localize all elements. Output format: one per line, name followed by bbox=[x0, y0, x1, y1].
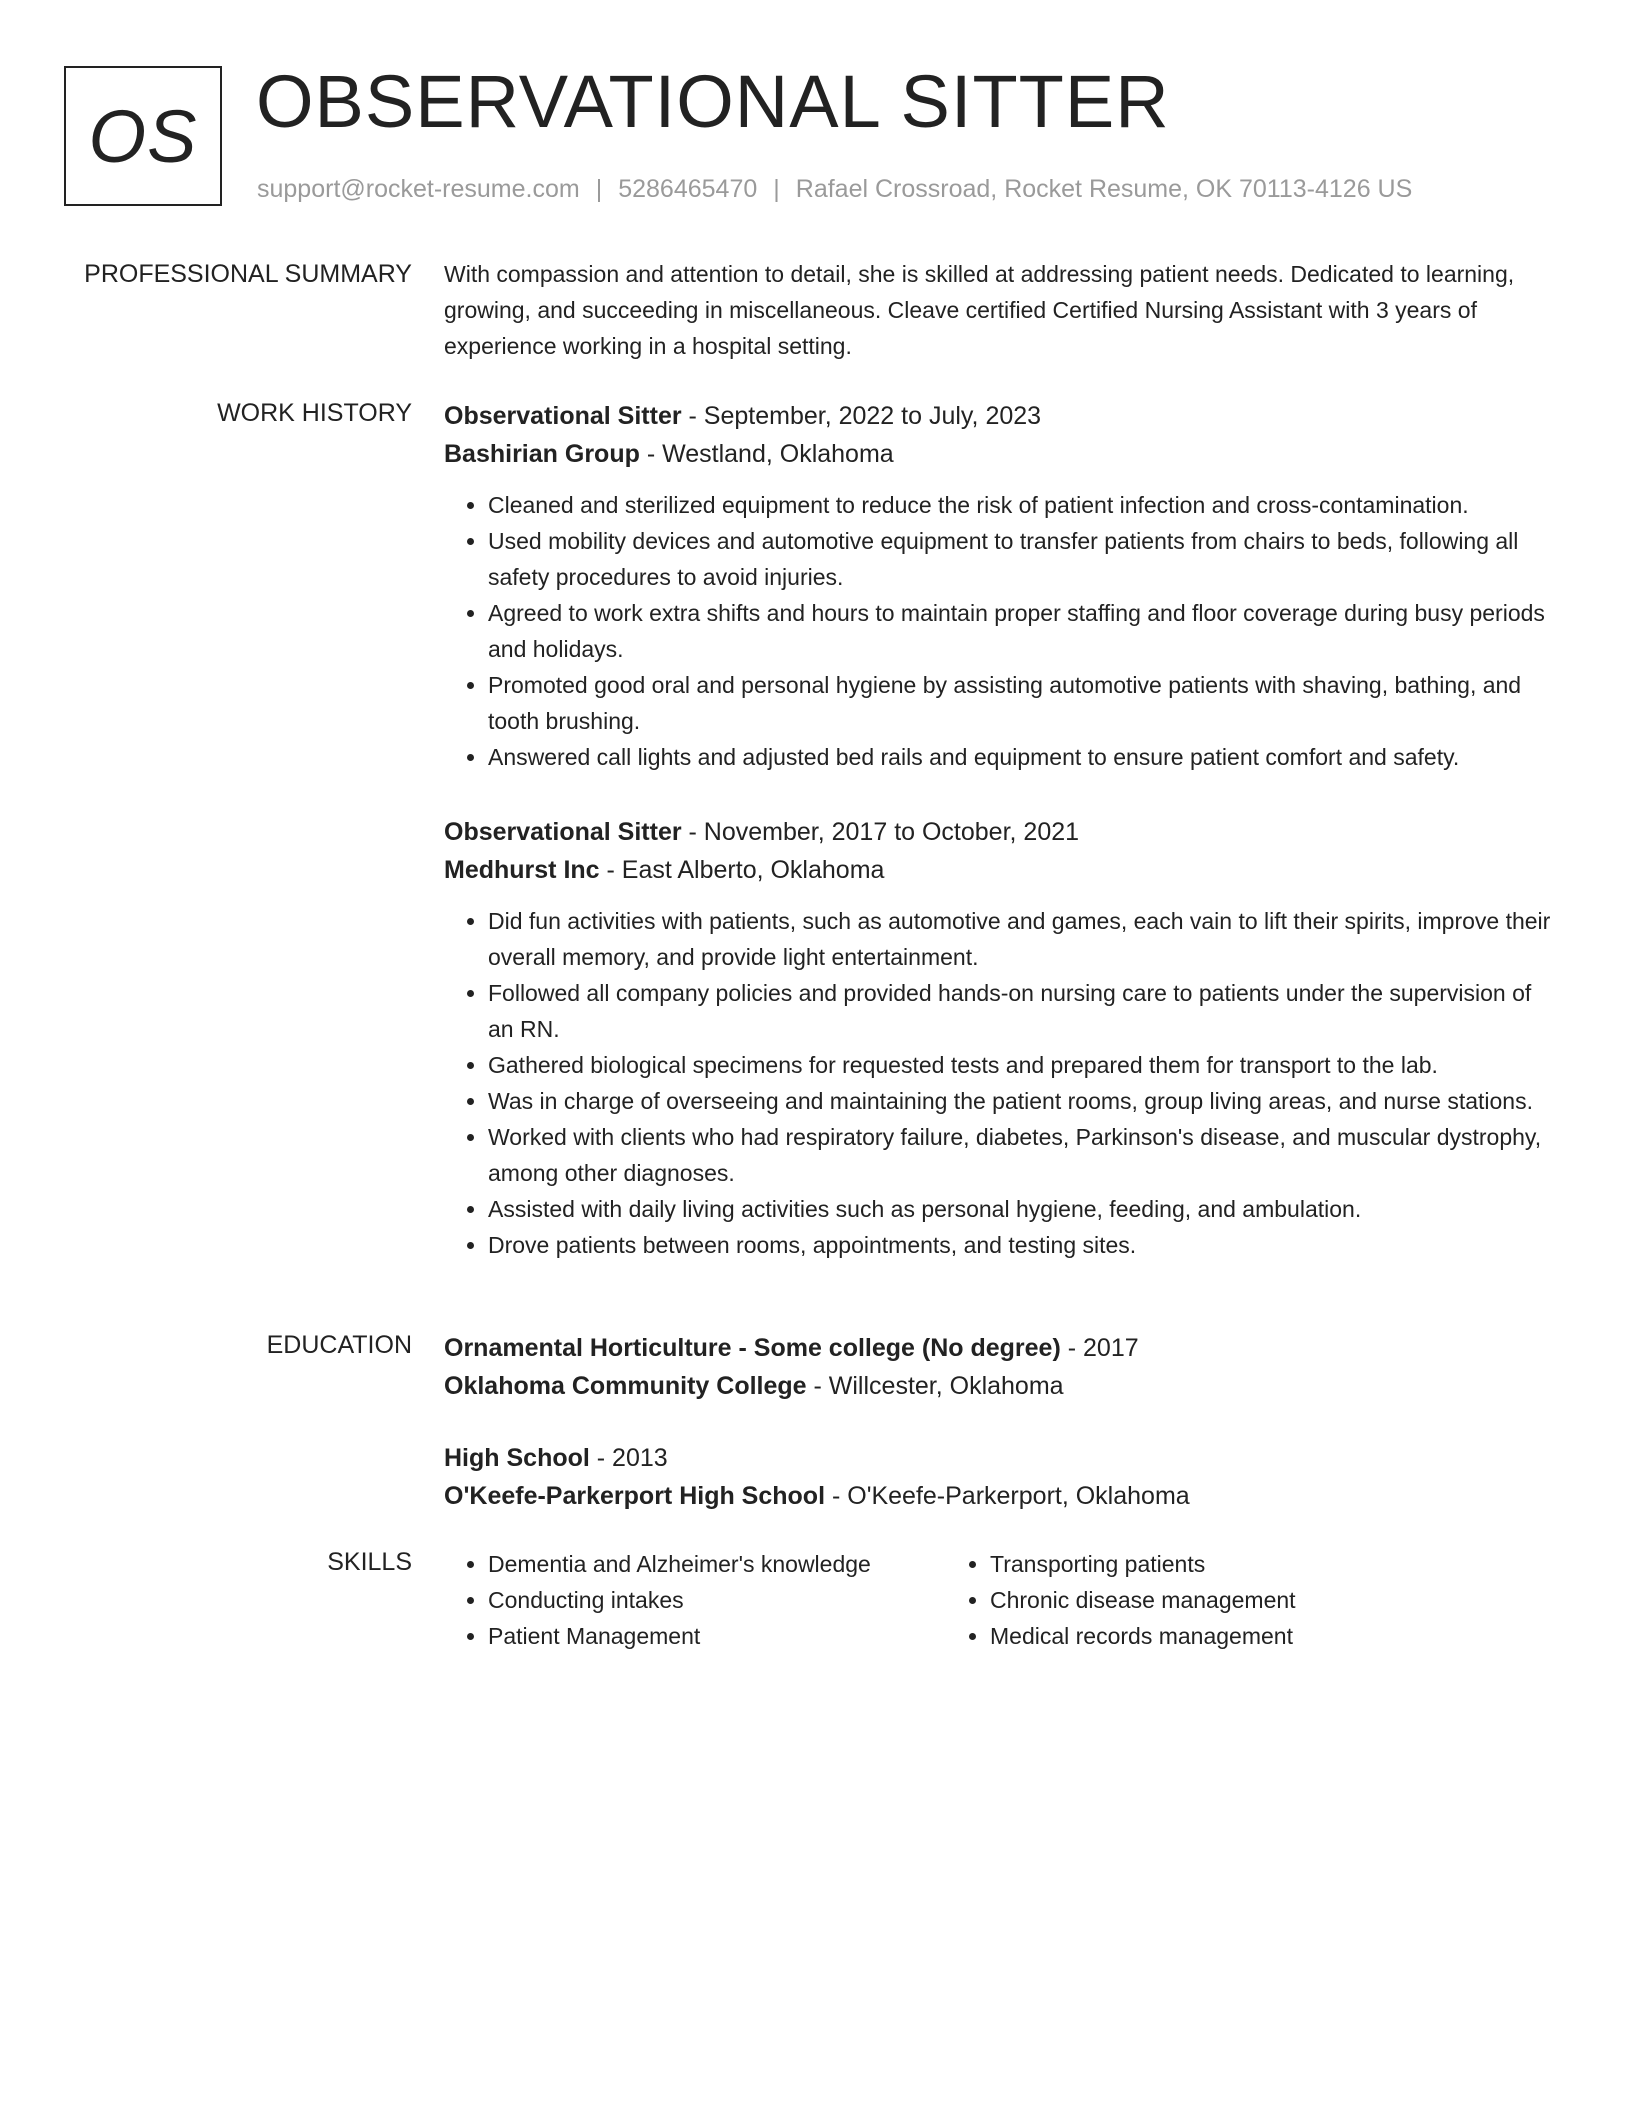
skills-list bbox=[444, 1546, 946, 1654]
contact-separator: | bbox=[773, 175, 780, 203]
job-duties-list bbox=[444, 903, 1556, 1263]
job-entry bbox=[444, 813, 1556, 1263]
school-line bbox=[444, 1477, 1556, 1515]
skills-columns bbox=[444, 1546, 1556, 1654]
job-title-line bbox=[444, 813, 1556, 851]
page-title: OBSERVATIONAL SITTER bbox=[256, 60, 1170, 143]
section-heading-skills: SKILLS bbox=[327, 1548, 412, 1576]
list-item: • Was in charge of overseeing and maintaining the patient rooms, group living areas, and nurse stations. bbox=[488, 1083, 1556, 1119]
skill-item: • Transporting patients bbox=[990, 1546, 1506, 1582]
education-entry bbox=[444, 1439, 1556, 1515]
list-item: • Gathered biological specimens for requested tests and prepared them for transport to the lab. bbox=[488, 1047, 1556, 1083]
degree-year: - 2013 bbox=[589, 1444, 668, 1472]
job-dates: - September, 2022 to July, 2023 bbox=[681, 402, 1042, 430]
skill-item: • Patient Management bbox=[488, 1618, 946, 1654]
job-title: Observational Sitter bbox=[444, 818, 682, 846]
list-item: • Followed all company policies and provided hands-on nursing care to patients under the supervision of an RN. bbox=[488, 975, 1556, 1047]
degree-line bbox=[444, 1439, 1556, 1477]
degree-line bbox=[444, 1329, 1556, 1367]
list-item: • Answered call lights and adjusted bed rails and equipment to ensure patient comfort and safety. bbox=[488, 739, 1556, 775]
skill-item: • Conducting intakes bbox=[488, 1582, 946, 1618]
job-dates: - November, 2017 to October, 2021 bbox=[681, 818, 1080, 846]
skill-item: • Chronic disease management bbox=[990, 1582, 1506, 1618]
skill-item: • Dementia and Alzheimer's knowledge bbox=[488, 1546, 946, 1582]
school-name: O'Keefe-Parkerport High School bbox=[444, 1482, 826, 1510]
skills-list bbox=[946, 1546, 1506, 1654]
job-title-line bbox=[444, 397, 1556, 435]
degree-name: High School bbox=[444, 1444, 590, 1472]
section-heading-summary: PROFESSIONAL SUMMARY bbox=[84, 260, 412, 288]
list-item: • Promoted good oral and personal hygiene by assisting automotive patients with shaving, bathing, and tooth brushing. bbox=[488, 667, 1556, 739]
education-entry bbox=[444, 1329, 1556, 1405]
list-item: • Agreed to work extra shifts and hours to maintain proper staffing and floor coverage during busy periods and holidays. bbox=[488, 595, 1556, 667]
job-location: - East Alberto, Oklahoma bbox=[599, 856, 885, 884]
job-company: Bashirian Group bbox=[444, 440, 640, 468]
job-location: - Westland, Oklahoma bbox=[639, 440, 894, 468]
list-item: • Drove patients between rooms, appointments, and testing sites. bbox=[488, 1227, 1556, 1263]
work-history-body bbox=[444, 397, 1556, 1301]
skills-body bbox=[444, 1546, 1556, 1654]
job-company: Medhurst Inc bbox=[444, 856, 600, 884]
school-location: - Willcester, Oklahoma bbox=[806, 1372, 1064, 1400]
section-heading-education: EDUCATION bbox=[266, 1331, 412, 1359]
contact-address: Rafael Crossroad, Rocket Resume, OK 70113-4126 US bbox=[795, 175, 1413, 203]
contact-email: support@rocket-resume.com bbox=[257, 175, 580, 203]
school-line bbox=[444, 1367, 1556, 1405]
summary-text: With compassion and attention to detail, she is skilled at addressing patient needs. Dedicated to learning, growing, and succeeding in miscellaneous. Cleave certified Certified Nursing Assistant with 3 years of experience working in a hospital setting. bbox=[444, 261, 1515, 359]
list-item: • Used mobility devices and automotive equipment to transfer patients from chairs to beds, following all safety procedures to avoid injuries. bbox=[488, 523, 1556, 595]
list-item: • Worked with clients who had respiratory failure, diabetes, Parkinson's disease, and muscular dystrophy, among other diagnoses. bbox=[488, 1119, 1556, 1191]
school-location: - O'Keefe-Parkerport, Oklahoma bbox=[825, 1482, 1190, 1510]
education-body bbox=[444, 1329, 1556, 1549]
job-title: Observational Sitter bbox=[444, 402, 682, 430]
list-item: • Cleaned and sterilized equipment to reduce the risk of patient infection and cross-contamination. bbox=[488, 487, 1556, 523]
list-item: • Assisted with daily living activities such as personal hygiene, feeding, and ambulation. bbox=[488, 1191, 1556, 1227]
degree-year: - 2017 bbox=[1060, 1334, 1139, 1362]
section-heading-work-history: WORK HISTORY bbox=[217, 399, 412, 427]
contact-line bbox=[257, 174, 1412, 204]
contact-phone: 5286465470 bbox=[618, 175, 758, 203]
contact-separator: | bbox=[595, 175, 603, 203]
job-entry bbox=[444, 397, 1556, 775]
monogram-badge: OS bbox=[64, 66, 222, 206]
job-company-line bbox=[444, 435, 1556, 473]
list-item: • Did fun activities with patients, such as automotive and games, each vain to lift their spirits, improve their overall memory, and provide light entertainment. bbox=[488, 903, 1556, 975]
job-duties-list bbox=[444, 487, 1556, 775]
job-company-line bbox=[444, 851, 1556, 889]
skill-item: • Medical records management bbox=[990, 1618, 1506, 1654]
school-name: Oklahoma Community College bbox=[444, 1372, 807, 1400]
degree-name: Ornamental Horticulture - Some college (No degree) bbox=[444, 1334, 1061, 1362]
summary-body bbox=[444, 258, 1556, 366]
